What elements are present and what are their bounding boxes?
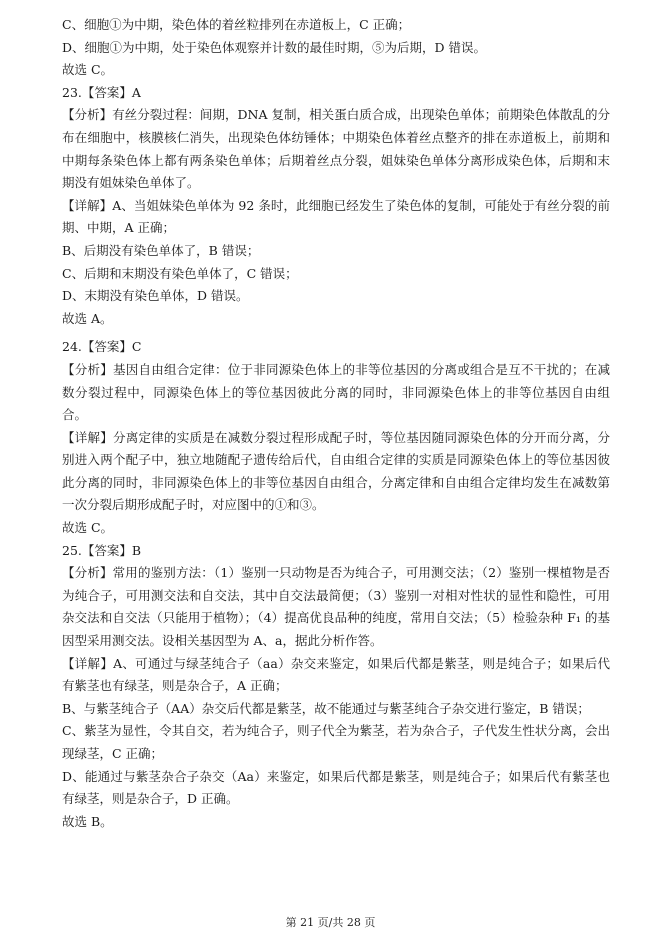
paragraph: 故选 C。 bbox=[62, 62, 114, 78]
paragraph: D、末期没有染色单体，D 错误。 bbox=[62, 288, 249, 304]
detail-paragraph: 【详解】A、当姐妹染色单体为 92 条时，此细胞已经发生了染色体的复制，可能处于有丝分裂的前期、中期，A 正确； bbox=[62, 197, 610, 236]
answer-heading-23: 23.【答案】A bbox=[62, 84, 141, 100]
paragraph: 故选 C。 bbox=[62, 520, 114, 536]
analysis-paragraph: 【分析】基因自由组合定律：位于非同源染色体上的非等位基因的分离或组合是互不干扰的；在减数分裂过程中，同源染色体上的等位基因彼此分离的同时，非同源染色体上的非等位基因自由组合。 bbox=[62, 361, 610, 423]
paragraph: 故选 B。 bbox=[62, 813, 113, 829]
paragraph: D、细胞①为中期，处于染色体观察并计数的最佳时期，⑤为后期，D 错误。 bbox=[62, 39, 487, 55]
paragraph: B、后期没有染色单体了，B 错误； bbox=[62, 242, 260, 258]
page-content bbox=[62, 14, 610, 833]
answer-heading-25: 25.【答案】B bbox=[62, 542, 142, 558]
page-number-footer: 第 21 页/共 28 页 bbox=[285, 916, 376, 929]
paragraph: 故选 A。 bbox=[62, 310, 113, 326]
detail-paragraph: 【详解】分离定律的实质是在减数分裂过程形成配子时，等位基因随同源染色体的分开而分离，分别进入两个配子中，独立地随配子遗传给后代，自由组合定律的实质是同源染色体上的等位基因彼此分离的同时，非同源染色体上的非等位基因自由组合，分离定律和自由组合定律均发生在减数第一次分裂后期形成配子时，对应图中的①和③。 bbox=[62, 429, 610, 513]
paragraph: C、紫茎为显性，令其自交，若为纯合子，则子代全为紫茎，若为杂合子，子代发生性状分离，会出现绿茎，C 正确； bbox=[62, 723, 610, 761]
paragraph: C、后期和末期没有染色单体了，C 错误； bbox=[62, 265, 298, 281]
paragraph: C、细胞①为中期，染色体的着丝粒排列在赤道板上，C 正确； bbox=[62, 17, 411, 32]
paragraph: B、与紫茎纯合子（AA）杂交后代都是紫茎，故不能通过与紫茎纯合子杂交进行鉴定，B 错误； bbox=[62, 700, 590, 716]
paragraph: D、能通过与紫茎杂合子杂交（Aa）来鉴定，如果后代都是紫茎，则是纯合子；如果后代有紫茎也有绿茎，则是杂合子，D 正确。 bbox=[62, 768, 610, 807]
analysis-paragraph: 【分析】有丝分裂过程：间期，DNA 复制，相关蛋白质合成，出现染色单体；前期染色体散乱的分布在细胞中，核膜核仁消失，出现染色体纺锤体；中期染色体着丝点整齐的排在赤道板上，前期和中期每条染色体上都有两条染色单体；后期着丝点分裂，姐妹染色单体分离形成染色体，后期和末期没有姐妹染色单体了。 bbox=[62, 107, 610, 191]
analysis-paragraph: 【分析】常用的鉴别方法：（1）鉴别一只动物是否为纯合子，可用测交法；（2）鉴别一棵植物是否为纯合子，可用测交法和自交法，其中自交法最简便；（3）鉴别一对相对性状的显性和隐性，可用杂交法和自交法（只能用于植物）；（4）提高优良品种的纯度，常用自交法；（5）检验杂种 F₁ 的基因型采用测交法。设相关基因型为 A、a，据此分析作答。 bbox=[62, 565, 610, 649]
answer-heading-24: 24.【答案】C bbox=[62, 339, 142, 355]
detail-paragraph: 【详解】A、可通过与绿茎纯合子（aa）杂交来鉴定，如果后代都是紫茎，则是纯合子；如果后代有紫茎也有绿茎，则是杂合子，A 正确； bbox=[62, 655, 610, 694]
